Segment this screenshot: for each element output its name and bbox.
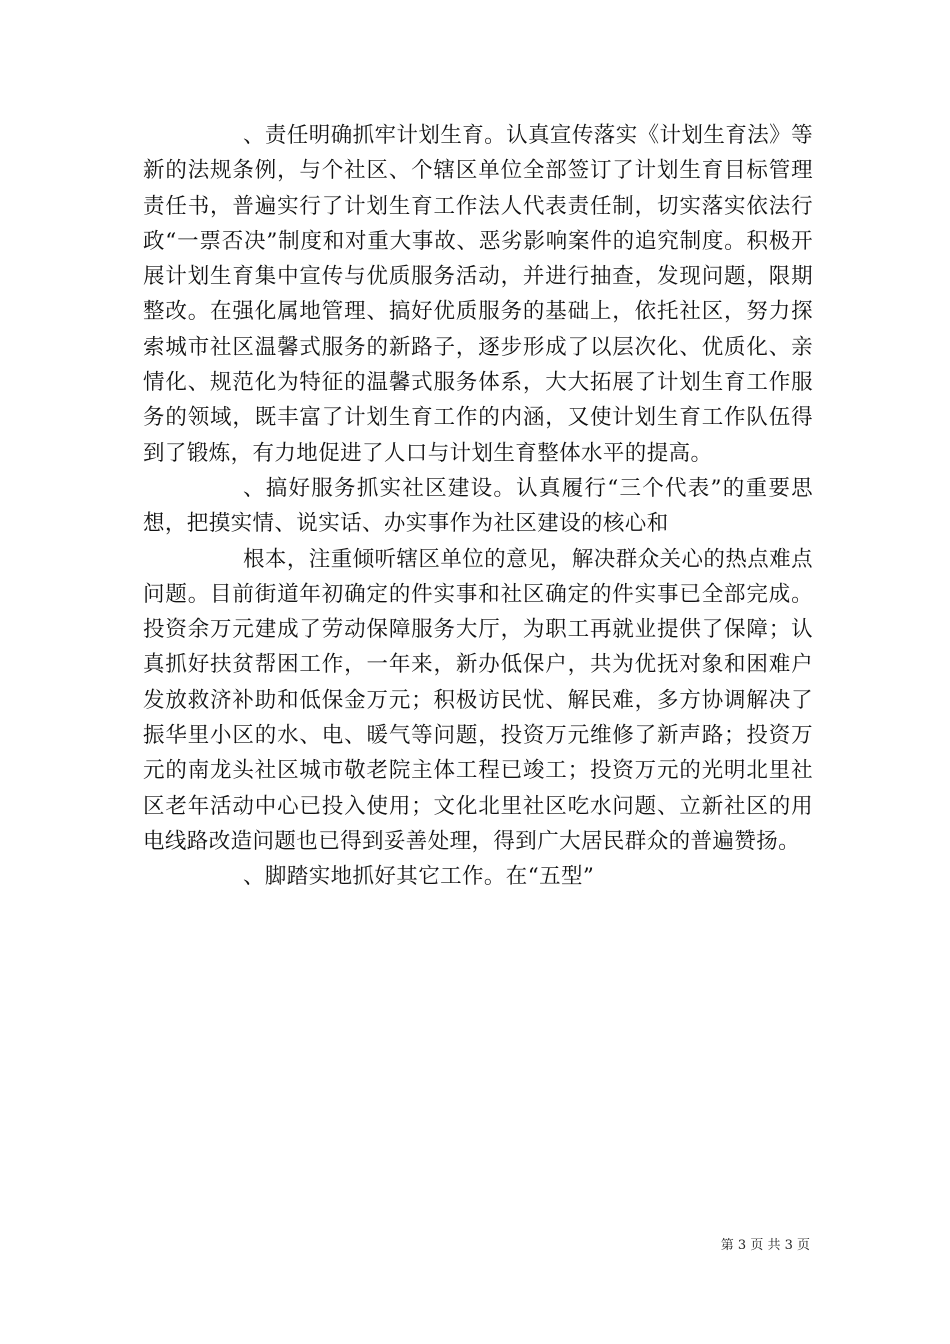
paragraph-community-building: 、搞好服务抓实社区建设。认真履行“三个代表”的重要思想，把摸实情、说实话、办实事作为社区建设的核心和 <box>143 475 813 537</box>
document-body <box>143 118 813 895</box>
paragraph-other-work: 、脚踏实地抓好其它工作。在“五型” <box>243 864 595 890</box>
paragraph-family-planning: 、责任明确抓牢计划生育。认真宣传落实《计划生育法》等新的法规条例，与个社区、个辖区单位全部签订了计划生育目标管理责任书，普遍实行了计划生育工作法人代表责任制，切实落实依法行政“一票否决”制度和对重大事故、恶劣影响案件的追究制度。积极开展计划生育集中宣传与优质服务活动，并进行抽查，发现问题，限期整改。在强化属地管理、搞好优质服务的基础上，依托社区，努力探索城市社区温馨式服务的新路子，逐步形成了以层次化、优质化、亲情化、规范化为特征的温馨式服务体系，大大拓展了计划生育工作服务的领域，既丰富了计划生育工作的内涵，又使计划生育工作队伍得到了锻炼，有力地促进了人口与计划生育整体水平的提高。 <box>143 123 813 466</box>
page-number-footer: 第 3 页 共 3 页 <box>720 1238 810 1253</box>
paragraph-community-building-continued: 根本，注重倾听辖区单位的意见，解决群众关心的热点难点问题。目前街道年初确定的件实事和社区确定的件实事已全部完成。投资余万元建成了劳动保障服务大厅，为职工再就业提供了保障；认真抓好扶贫帮困工作，一年来，新办低保户，共为优抚对象和困难户发放救济补助和低保金万元；积极访民忧、解民难，多方协调解决了振华里小区的水、电、暖气等问题，投资万元维修了新声路；投资万元的南龙头社区城市敬老院主体工程已竣工；投资万元的光明北里社区老年活动中心已投入使用；文化北里社区吃水问题、立新社区的用电线路改造问题也已得到妥善处理，得到广大居民群众的普遍赞扬。 <box>143 546 813 854</box>
